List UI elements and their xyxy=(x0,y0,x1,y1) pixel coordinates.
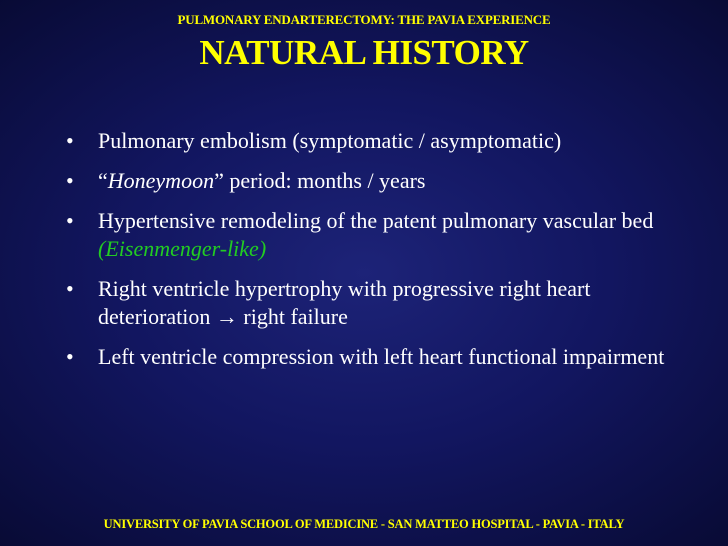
slide-supertitle: PULMONARY ENDARTERECTOMY: THE PAVIA EXPERIENCE xyxy=(177,12,551,27)
slide-title: NATURAL HISTORY xyxy=(199,33,529,72)
bullet-open-quote: “ xyxy=(98,168,108,193)
bullet-emphasis: Honeymoon xyxy=(107,168,215,193)
slide-footer: UNIVERSITY OF PAVIA SCHOOL OF MEDICINE - SAN MATTEO HOSPITAL - PAVIA - ITALY xyxy=(103,517,625,531)
bullet-marker: • xyxy=(66,168,74,193)
bullet-text: Hypertensive remodeling of the patent pulmonary vascular bed xyxy=(98,208,654,233)
bullet-text: Left ventricle compression with left heart functional impairment xyxy=(98,344,665,369)
bullet-list xyxy=(66,127,706,383)
bullet-text: ” period: months / years xyxy=(214,168,426,193)
bullet-item-right-ventricle xyxy=(66,275,706,331)
bullet-item-remodeling xyxy=(66,207,706,263)
bullet-item-embolism xyxy=(66,127,706,155)
bullet-item-honeymoon xyxy=(66,167,706,195)
bullet-marker: • xyxy=(66,276,74,301)
bullet-item-left-ventricle xyxy=(66,343,706,371)
bullet-marker: • xyxy=(66,344,74,369)
bullet-text-end: right failure xyxy=(237,304,348,329)
bullet-marker: • xyxy=(66,128,74,153)
bullet-highlight: (Eisenmenger-like) xyxy=(98,236,267,261)
bullet-text: Right ventricle hypertrophy with progressive right heart deterioration xyxy=(98,276,591,329)
arrow-right-icon: → xyxy=(215,304,238,329)
bullet-text: Pulmonary embolism (symptomatic / asymptomatic) xyxy=(98,128,562,153)
bullet-marker: • xyxy=(66,208,74,233)
